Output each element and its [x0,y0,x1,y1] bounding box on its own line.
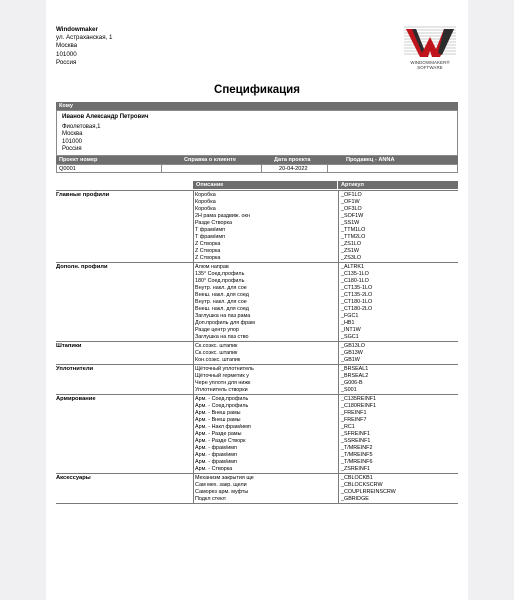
recipient-header [56,102,458,110]
description-header: Описание [193,181,337,189]
spec-row-description: Внутр. накл. для сое [195,285,247,291]
spec-group [56,262,458,342]
spec-row-description: Доп.профиль для фрам [195,320,255,326]
logo-software-text: SOFTWARE [417,65,443,70]
spec-row-article: _C135REINF1 [341,396,377,402]
client-country: Россия [62,146,82,153]
spec-row-description: Заглушка на паз ство [195,334,249,340]
project-number-value: Q0001 [59,166,76,172]
project-info-row [56,164,458,173]
spec-row-description: Черн уплотн для нижк [195,380,251,386]
spec-row-article: _T/MREINF5 [341,452,373,458]
seller-header: Продавец - ANNA [346,157,395,163]
spec-row-description: Щёточный герметик у [195,373,249,379]
spec-row-article: _OF1LO [341,192,362,198]
spec-row-article: _INT1W [341,327,361,333]
spec-row-article: _FREINF7 [341,417,367,423]
spec-group [56,394,458,474]
spec-row-article: _ZSREINF1 [341,466,371,472]
spec-row-description: Арм. - Внеш рамы [195,410,241,416]
spec-row-description: Ск.соэкс. штапик [195,343,238,349]
spec-row-description: Внеш. накл. для соед [195,306,249,312]
project-number-header: Проект номер [59,157,98,163]
spec-row-description: Внеш. накл. для соед [195,292,249,298]
spec-row-article: _T/MREINF2 [341,445,373,451]
spec-group-name: Аксессуары [56,475,91,481]
spec-row-article: _SS1W [341,220,360,226]
spec-row-description: Сам мех. закр. щели [195,482,247,488]
client-street: Фиолетовая,1 [62,123,101,130]
spec-row-article: _C135-1LO [341,271,369,277]
company-name: Windowmaker [56,26,98,33]
spec-row-description: Коробка [195,192,216,198]
spec-row-article: _GB13W [341,350,363,356]
spec-row-article: _TTM2LO [341,234,366,240]
report-page [46,0,468,600]
spec-row-article: _BRSEAL1 [341,366,369,372]
spec-group-name: Штапики [56,343,82,349]
spec-row-article: _SSREINF1 [341,438,371,444]
spec-row-description: Z Створка [195,255,221,261]
company-city: Москва [56,42,78,50]
spec-row-description: Арм. - Разде Створк [195,438,246,444]
spec-row-article: _S001 [341,387,357,393]
spec-row-article: _CT180-1LO [341,299,373,305]
company-country: Россия [56,58,77,66]
spec-row-article: _CT135-2LO [341,292,373,298]
project-date-header: Дата проекта [274,157,311,163]
spec-row-description: Коробка [195,206,216,212]
company-street: ул. Астраханская, 1 [56,34,113,42]
spec-table-bottom-rule [56,503,458,504]
logo-registered-mark: ® [446,60,450,65]
spec-row-article: _OF3LO [341,206,362,212]
spec-row-description: Т фрам/имп [195,234,226,240]
spec-row-article: _ALTRK1 [341,264,364,270]
spec-row-description: Уплотнитель створки [195,387,248,393]
article-header: Артикул [338,181,458,189]
project-header-bar [56,156,458,164]
spec-row-description: Подкл стекл [195,496,226,502]
spec-row-article: _C180REINF1 [341,403,377,409]
spec-row-description: Арм. - Створка [195,466,233,472]
spec-row-description: Z Створка [195,248,221,254]
spec-group [56,473,458,504]
spec-row-description: Ск.соэкс. штапик [195,350,238,356]
spec-row-description: Арм. - Соед.профиль [195,396,249,402]
client-city: Москва [62,131,83,138]
project-date-value: 20-04-2022 [279,166,308,172]
spec-group [56,341,458,365]
spec-row-article: _SGC1 [341,334,359,340]
spec-row-article: _OF1W [341,199,360,205]
company-address [56,26,112,67]
spec-group-name: Главные профили [56,192,110,198]
spec-row-description: Арм. - Соед.профиль [195,403,249,409]
spec-row-description: Внутр. накл. для сое [195,299,247,305]
spec-row-description: Арм. - фрам/имп [195,445,237,451]
spec-row-description: 135° Соед.профиль [195,271,245,277]
client-reference-header: Справка о клиенте [184,157,237,163]
spec-row-article: _SFREINF1 [341,431,371,437]
spec-row-article: _BRSEAL2 [341,373,369,379]
spec-row-article: _ZS3LO [341,255,362,261]
spec-group-name: Уплотнители [56,366,94,372]
spec-row-article: _TTM1LO [341,227,366,233]
spec-group-name: Дополн. профили [56,264,108,270]
client-box [56,110,458,156]
spec-row-article: _G006-B [341,380,363,386]
spec-row-description: Z Створка [195,241,221,247]
spec-row-description: Разде центр упор [195,327,239,333]
client-zip: 101000 [62,138,83,145]
spec-row-description: Щёточный уплотнитель [195,366,254,372]
spec-row-article: _FGC1 [341,313,359,319]
spec-row-description: Алюм напрaв [195,264,229,270]
spec-row-description: Арм. - Внеш рамы [195,417,241,423]
spec-row-description: Арм. - Накл фрам/имп [195,424,251,430]
spec-row-description: Механизм закрытия ще [195,475,254,481]
spec-row-article: _CBLOCKB1 [341,475,373,481]
spec-row-article: _CT180-2LO [341,306,373,312]
spec-row-article: _T/MREINF6 [341,459,373,465]
spec-row-article: _GBRIDGE [341,496,369,502]
logo-brand-text: WINDOWMAKER [410,60,447,65]
spec-row-description: Кон.соэкс. штапик [195,357,241,363]
spec-group [56,190,458,263]
spec-row-article: _ZS1LO [341,241,362,247]
spec-row-description: Коробка [195,199,216,205]
spec-row-article: _ZS1W [341,248,359,254]
spec-row-description: 180° Соед.профиль [195,278,245,284]
spec-group [56,364,458,395]
client-name: Иванов Александр Петрович [62,114,149,120]
spec-row-article: _SOF1W [341,213,364,219]
spec-row-description: Арм. - фрам/имп [195,459,237,465]
spec-row-article: _HB1 [341,320,355,326]
spec-row-article: _COUPLRREINSCRW [341,489,396,495]
spec-row-article: _CT135-1LO [341,285,373,291]
spec-row-article: _CBLOCKSCRW [341,482,383,488]
spec-row-article: _FREINF1 [341,410,367,416]
spec-row-article: _GB1W [341,357,360,363]
spec-group-name: Армирование [56,396,96,402]
spec-row-description: Разде Створка [195,220,232,226]
spec-row-description: 2Н рама раздвиж. окн [195,213,250,219]
spec-row-description: Заглушка на паз рама [195,313,251,319]
spec-row-description: Т фрам/имп [195,227,226,233]
logo-mark-icon [402,25,458,59]
spec-row-article: _C180-1LO [341,278,369,284]
spec-row-description: Арм. - фрам/имп [195,452,237,458]
spec-row-description: Арм. - Разде рамы [195,431,242,437]
recipient-label: Кому [59,103,73,109]
windowmaker-logo [402,25,458,73]
company-zip: 101000 [56,50,77,58]
spec-row-article: _GB13LO [341,343,365,349]
page-title: Спецификация [214,84,300,96]
spec-row-description: Саморез арм. муфты [195,489,249,495]
spec-row-article: _RC1 [341,424,355,430]
